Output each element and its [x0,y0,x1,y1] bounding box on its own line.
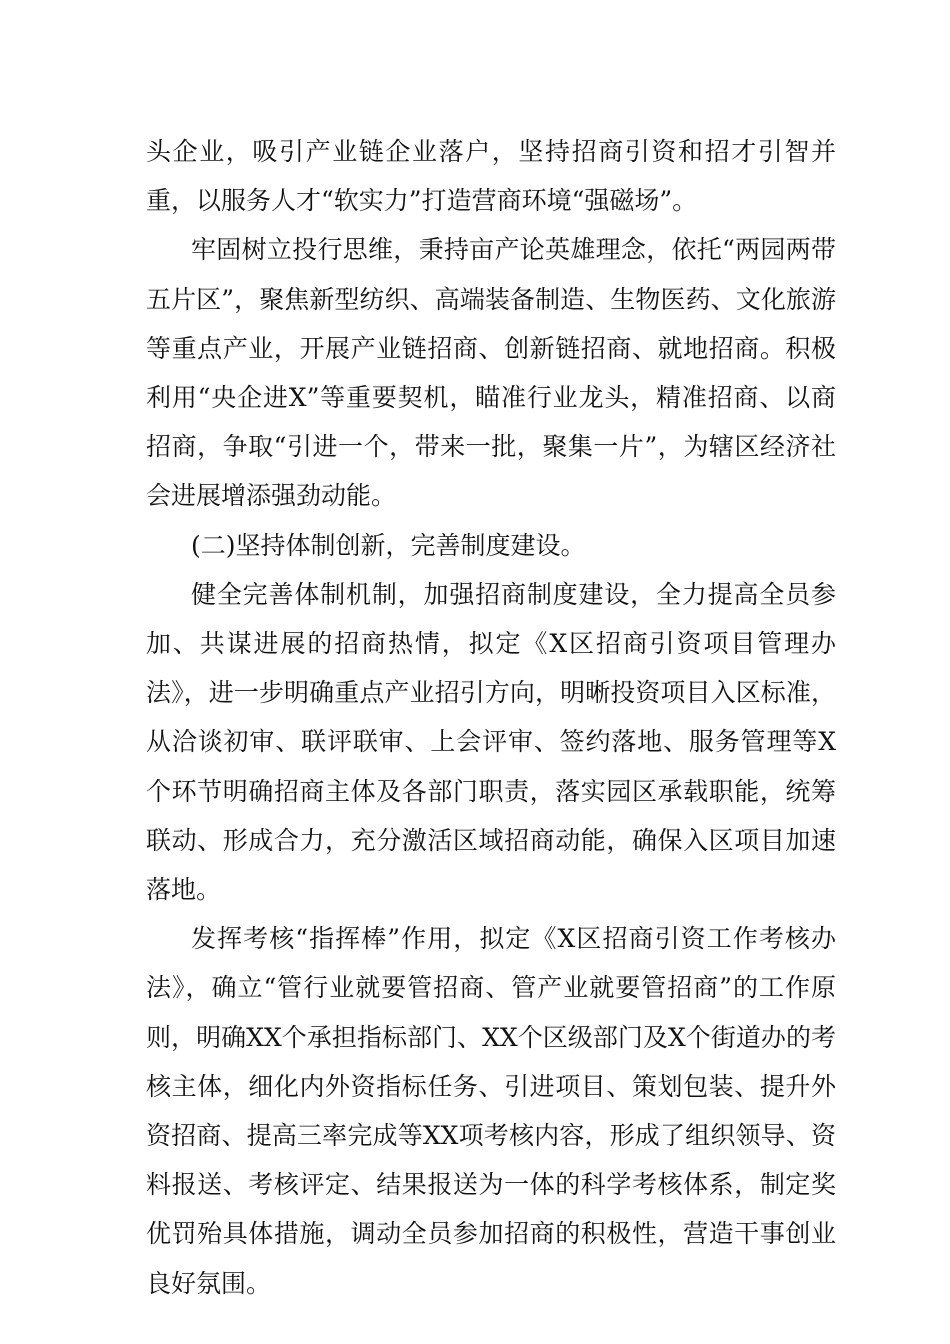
paragraph-investment-thinking: 牢固树立投行思维，秉持亩产论英雄理念，依托“两园两带五片区”，聚焦新型纺织、高端装备制造、生物医药、文化旅游等重点产业，开展产业链招商、创新链招商、就地招商。积极利用“央企进X”等重要契机，瞄准行业龙头，精准招商、以商招商，争取“引进一个，带来一批，聚集一片”，为辖区经济社会进展增添强劲动能。 [146,235,836,511]
paragraph-system-mechanism: 健全完善体制机制，加强招商制度建设，全力提高全员参加、共谋进展的招商热情，拟定《X区招商引资项目管理办法》，进一步明确重点产业招引方向，明晰投资项目入区标准，从洽谈初审、联评联审、上会评审、签约落地、服务管理等X个环节明确招商主体及各部门职责，落实园区承载职能，统筹联动、形成合力，充分激活区域招商动能，确保入区项目加速落地。 [146,579,836,905]
section-heading-system-innovation: (二)坚持体制创新，完善制度建设。 [191,530,586,560]
paragraph-continuation: 头企业，吸引产业链企业落户，坚持招商引资和招才引智并重，以服务人才“软实力”打造营商环境“强磁场”。 [146,137,836,216]
paragraph-assessment: 发挥考核“指挥棒”作用，拟定《X区招商引资工作考核办法》，确立“管行业就要管招商、管产业就要管招商”的工作原则，明确XX个承担指标部门、XX个区级部门及X个街道办的考核主体，细化内外资指标任务、引进项目、策划包装、提升外资招商、提高三率完成等XX项考核内容，形成了组织领导、资料报送、考核评定、结果报送为一体的科学考核体系，制定奖优罚殆具体措施，调动全员参加招商的积极性，营造干事创业良好氛围。 [146,924,836,1298]
document-body [146,127,836,1308]
